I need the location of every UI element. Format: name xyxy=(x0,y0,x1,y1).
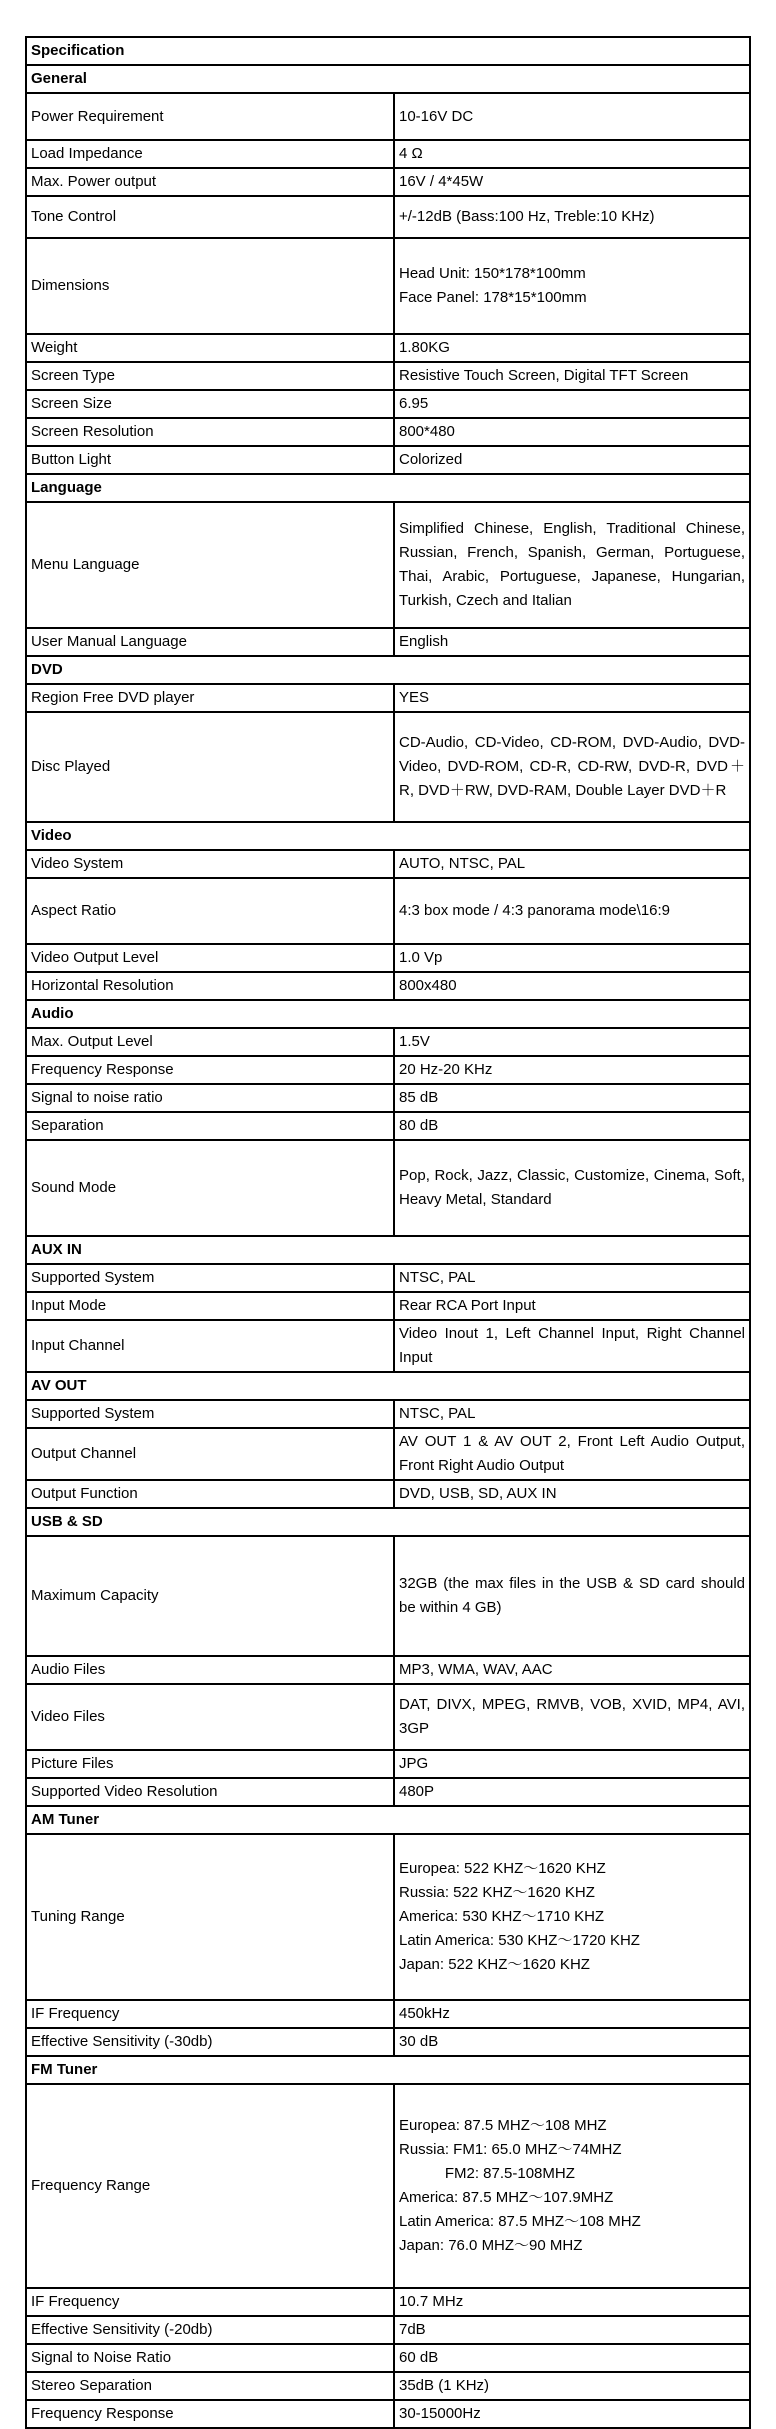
spec-label: Power Requirement xyxy=(26,93,394,140)
spec-row xyxy=(26,684,750,712)
spec-value xyxy=(394,1112,750,1140)
spec-value xyxy=(394,1400,750,1428)
spec-value-line: 450kHz xyxy=(399,2005,450,2022)
spec-label: Max. Output Level xyxy=(26,1028,394,1056)
spec-value-line: AV OUT 1 & AV OUT 2, Front Left Audio Output, Front Right Audio Output xyxy=(399,1433,746,1474)
spec-title: Specification xyxy=(26,37,750,65)
spec-label: Frequency Response xyxy=(26,1056,394,1084)
spec-value-line: +/-12dB (Bass:100 Hz, Treble:10 KHz) xyxy=(399,208,655,225)
spec-value-line: Colorized xyxy=(399,451,463,468)
spec-value xyxy=(394,1834,750,2000)
spec-row xyxy=(26,1750,750,1778)
spec-row xyxy=(26,1656,750,1684)
spec-value-line: 480P xyxy=(399,1783,435,1800)
spec-label: Aspect Ratio xyxy=(26,878,394,944)
spec-value-line: Resistive Touch Screen, Digital TFT Screen xyxy=(399,367,689,384)
spec-value xyxy=(394,1656,750,1684)
spec-value-line: Europea: 522 KHZ～1620 KHZ xyxy=(399,1860,606,1877)
spec-value-line: 35dB (1 KHz) xyxy=(399,2377,490,2394)
spec-value xyxy=(394,2400,750,2428)
spec-value xyxy=(394,628,750,656)
spec-row xyxy=(26,850,750,878)
spec-row xyxy=(26,1292,750,1320)
spec-value-line: Russia: 522 KHZ～1620 KHZ xyxy=(399,1884,595,1901)
spec-label: Screen Resolution xyxy=(26,418,394,446)
spec-row xyxy=(26,1480,750,1508)
spec-value-line: AUTO, NTSC, PAL xyxy=(399,855,526,872)
spec-value xyxy=(394,1264,750,1292)
spec-row xyxy=(26,238,750,334)
spec-label: Maximum Capacity xyxy=(26,1536,394,1656)
section-header: Audio xyxy=(26,1000,750,1028)
spec-row xyxy=(26,2288,750,2316)
spec-label: Video Files xyxy=(26,1684,394,1750)
spec-value-line: CD-Audio, CD-Video, CD-ROM, DVD-Audio, DVD-Video, DVD-ROM, CD-R, CD-RW, DVD-R, DVD＋R, DVD＋RW, DVD-RAM, Double Layer DVD＋R xyxy=(399,734,746,799)
spec-row xyxy=(26,2400,750,2428)
spec-row xyxy=(26,878,750,944)
spec-label: Menu Language xyxy=(26,502,394,628)
spec-value xyxy=(394,196,750,238)
spec-sheet xyxy=(25,36,749,2429)
spec-label: Frequency Response xyxy=(26,2400,394,2428)
spec-row xyxy=(26,334,750,362)
spec-value-line: America: 530 KHZ～1710 KHZ xyxy=(399,1908,605,1925)
spec-value xyxy=(394,334,750,362)
spec-value xyxy=(394,1320,750,1372)
spec-value-line: 20 Hz-20 KHz xyxy=(399,1061,493,1078)
spec-value xyxy=(394,93,750,140)
spec-value-line: 30 dB xyxy=(399,2033,439,2050)
spec-label: Weight xyxy=(26,334,394,362)
spec-label: Audio Files xyxy=(26,1656,394,1684)
section-header: AV OUT xyxy=(26,1372,750,1400)
spec-label: Load Impedance xyxy=(26,140,394,168)
spec-row xyxy=(26,972,750,1000)
section-header-row xyxy=(26,822,750,850)
spec-row xyxy=(26,628,750,656)
section-header-row xyxy=(26,2056,750,2084)
spec-label: Stereo Separation xyxy=(26,2372,394,2400)
section-header: General xyxy=(26,65,750,93)
spec-label: Max. Power output xyxy=(26,168,394,196)
spec-row xyxy=(26,2000,750,2028)
spec-row xyxy=(26,1400,750,1428)
spec-value xyxy=(394,2344,750,2372)
section-header-row xyxy=(26,474,750,502)
spec-row xyxy=(26,1320,750,1372)
spec-label: IF Frequency xyxy=(26,2000,394,2028)
spec-label: Effective Sensitivity (-20db) xyxy=(26,2316,394,2344)
spec-value xyxy=(394,944,750,972)
spec-value-line: DAT, DIVX, MPEG, RMVB, VOB, XVID, MP4, AVI, 3GP xyxy=(399,1696,746,1737)
section-header: Video xyxy=(26,822,750,850)
spec-value-line: NTSC, PAL xyxy=(399,1405,476,1422)
spec-value-line: Head Unit: 150*178*100mm xyxy=(399,265,586,282)
spec-row xyxy=(26,1428,750,1480)
spec-label: Disc Played xyxy=(26,712,394,822)
spec-value-line: Latin America: 530 KHZ～1720 KHZ xyxy=(399,1932,640,1949)
spec-value xyxy=(394,2084,750,2288)
spec-value-line: YES xyxy=(399,689,430,706)
spec-label: Tone Control xyxy=(26,196,394,238)
spec-value-line: FM2: 87.5-108MHZ xyxy=(399,2165,575,2182)
spec-row xyxy=(26,1264,750,1292)
title-row xyxy=(26,37,750,65)
spec-label: Signal to Noise Ratio xyxy=(26,2344,394,2372)
spec-row xyxy=(26,93,750,140)
spec-value-line: 6.95 xyxy=(399,395,429,412)
spec-value-line: 1.0 Vp xyxy=(399,949,443,966)
spec-value xyxy=(394,446,750,474)
spec-value-line: 16V / 4*45W xyxy=(399,173,484,190)
spec-row xyxy=(26,1778,750,1806)
section-header-row xyxy=(26,1806,750,1834)
section-header-row xyxy=(26,1508,750,1536)
spec-label: User Manual Language xyxy=(26,628,394,656)
spec-row xyxy=(26,1536,750,1656)
spec-row xyxy=(26,2028,750,2056)
spec-value xyxy=(394,2372,750,2400)
spec-value-line: Latin America: 87.5 MHZ～108 MHZ xyxy=(399,2213,641,2230)
spec-value-line: 800*480 xyxy=(399,423,455,440)
spec-value xyxy=(394,362,750,390)
spec-row xyxy=(26,1140,750,1236)
spec-value-line: MP3, WMA, WAV, AAC xyxy=(399,1661,553,1678)
section-header-row xyxy=(26,1372,750,1400)
spec-value xyxy=(394,502,750,628)
spec-label: Effective Sensitivity (-30db) xyxy=(26,2028,394,2056)
spec-row xyxy=(26,2344,750,2372)
spec-row xyxy=(26,446,750,474)
spec-label: Output Channel xyxy=(26,1428,394,1480)
spec-value xyxy=(394,1056,750,1084)
spec-value xyxy=(394,168,750,196)
spec-row xyxy=(26,2084,750,2288)
spec-value xyxy=(394,1480,750,1508)
spec-value-line: English xyxy=(399,633,449,650)
spec-value-line: 800x480 xyxy=(399,977,457,994)
spec-value xyxy=(394,1428,750,1480)
spec-value-line: Simplified Chinese, English, Traditional Chinese, Russian, French, Spanish, German, Portuguese, Thai, Arabic, Portuguese, Japanese, Hungarian, Turkish, Czech and Italian xyxy=(399,520,746,609)
section-header: AUX IN xyxy=(26,1236,750,1264)
spec-table-body xyxy=(26,37,750,2428)
spec-value-line: 32GB (the max files in the USB & SD card should be within 4 GB) xyxy=(399,1575,746,1616)
spec-value-line: 1.5V xyxy=(399,1033,430,1050)
spec-row xyxy=(26,1112,750,1140)
spec-value-line: 80 dB xyxy=(399,1117,439,1134)
spec-value xyxy=(394,140,750,168)
spec-value-line: Japan: 522 KHZ～1620 KHZ xyxy=(399,1956,590,1973)
spec-label: Frequency Range xyxy=(26,2084,394,2288)
spec-table xyxy=(25,36,751,2429)
spec-value-line: America: 87.5 MHZ～107.9MHZ xyxy=(399,2189,614,2206)
spec-row xyxy=(26,418,750,446)
spec-row xyxy=(26,168,750,196)
section-header-row xyxy=(26,1000,750,1028)
spec-label: Picture Files xyxy=(26,1750,394,1778)
spec-value-line: 4:3 box mode / 4:3 panorama mode\16:9 xyxy=(399,902,671,919)
spec-value-line: NTSC, PAL xyxy=(399,1269,476,1286)
spec-label: Output Function xyxy=(26,1480,394,1508)
section-header: Language xyxy=(26,474,750,502)
spec-value xyxy=(394,238,750,334)
spec-label: Supported System xyxy=(26,1400,394,1428)
spec-value xyxy=(394,2288,750,2316)
spec-label: Separation xyxy=(26,1112,394,1140)
spec-value xyxy=(394,418,750,446)
spec-label: Video Output Level xyxy=(26,944,394,972)
spec-label: Supported System xyxy=(26,1264,394,1292)
section-header: USB & SD xyxy=(26,1508,750,1536)
spec-value xyxy=(394,684,750,712)
spec-row xyxy=(26,140,750,168)
section-header: AM Tuner xyxy=(26,1806,750,1834)
spec-value-line: Europea: 87.5 MHZ～108 MHZ xyxy=(399,2117,607,2134)
spec-row xyxy=(26,1056,750,1084)
spec-value-line: 10-16V DC xyxy=(399,107,474,125)
spec-row xyxy=(26,1084,750,1112)
spec-row xyxy=(26,2316,750,2344)
spec-row xyxy=(26,390,750,418)
spec-value-line: 4 Ω xyxy=(399,145,423,162)
spec-label: Signal to noise ratio xyxy=(26,1084,394,1112)
spec-value-line: 1.80KG xyxy=(399,339,450,356)
section-header: FM Tuner xyxy=(26,2056,750,2084)
spec-label: Region Free DVD player xyxy=(26,684,394,712)
spec-row xyxy=(26,196,750,238)
spec-value xyxy=(394,1684,750,1750)
spec-value xyxy=(394,712,750,822)
spec-value-line: 10.7 MHz xyxy=(399,2293,464,2310)
spec-label: Tuning Range xyxy=(26,1834,394,2000)
spec-label: Input Channel xyxy=(26,1320,394,1372)
spec-value-line: Face Panel: 178*15*100mm xyxy=(399,289,587,306)
spec-label: Dimensions xyxy=(26,238,394,334)
spec-value xyxy=(394,1028,750,1056)
spec-value-line: 60 dB xyxy=(399,2349,439,2366)
spec-row xyxy=(26,1834,750,2000)
spec-row xyxy=(26,2372,750,2400)
spec-label: Sound Mode xyxy=(26,1140,394,1236)
section-header-row xyxy=(26,656,750,684)
spec-label: Horizontal Resolution xyxy=(26,972,394,1000)
spec-value-line: Rear RCA Port Input xyxy=(399,1297,536,1314)
spec-value-line: Video Inout 1, Left Channel Input, Right Channel Input xyxy=(399,1325,746,1366)
spec-row xyxy=(26,362,750,390)
spec-label: Video System xyxy=(26,850,394,878)
spec-label: Button Light xyxy=(26,446,394,474)
spec-value xyxy=(394,1536,750,1656)
spec-value xyxy=(394,390,750,418)
spec-value-line: 7dB xyxy=(399,2321,426,2338)
section-header: DVD xyxy=(26,656,750,684)
spec-value-line: JPG xyxy=(399,1755,429,1772)
spec-row xyxy=(26,1684,750,1750)
spec-label: Screen Type xyxy=(26,362,394,390)
spec-row xyxy=(26,712,750,822)
spec-value-line: Pop, Rock, Jazz, Classic, Customize, Cinema, Soft, Heavy Metal, Standard xyxy=(399,1167,746,1208)
spec-value xyxy=(394,1140,750,1236)
section-header-row xyxy=(26,1236,750,1264)
spec-value-line: DVD, USB, SD, AUX IN xyxy=(399,1485,557,1502)
spec-row xyxy=(26,1028,750,1056)
spec-row xyxy=(26,944,750,972)
spec-value xyxy=(394,878,750,944)
spec-value xyxy=(394,2000,750,2028)
spec-value xyxy=(394,972,750,1000)
spec-value xyxy=(394,1750,750,1778)
spec-value xyxy=(394,2028,750,2056)
spec-value xyxy=(394,2316,750,2344)
section-header-row xyxy=(26,65,750,93)
spec-value-line: Russia: FM1: 65.0 MHZ～74MHZ xyxy=(399,2141,622,2158)
spec-value-line: Japan: 76.0 MHZ～90 MHZ xyxy=(399,2237,583,2254)
spec-row xyxy=(26,502,750,628)
spec-label: Input Mode xyxy=(26,1292,394,1320)
spec-value xyxy=(394,1292,750,1320)
spec-value-line: 30-15000Hz xyxy=(399,2405,481,2422)
spec-value-line: 85 dB xyxy=(399,1089,439,1106)
spec-value xyxy=(394,1084,750,1112)
spec-value xyxy=(394,1778,750,1806)
spec-label: Screen Size xyxy=(26,390,394,418)
spec-label: Supported Video Resolution xyxy=(26,1778,394,1806)
spec-value xyxy=(394,850,750,878)
spec-label: IF Frequency xyxy=(26,2288,394,2316)
